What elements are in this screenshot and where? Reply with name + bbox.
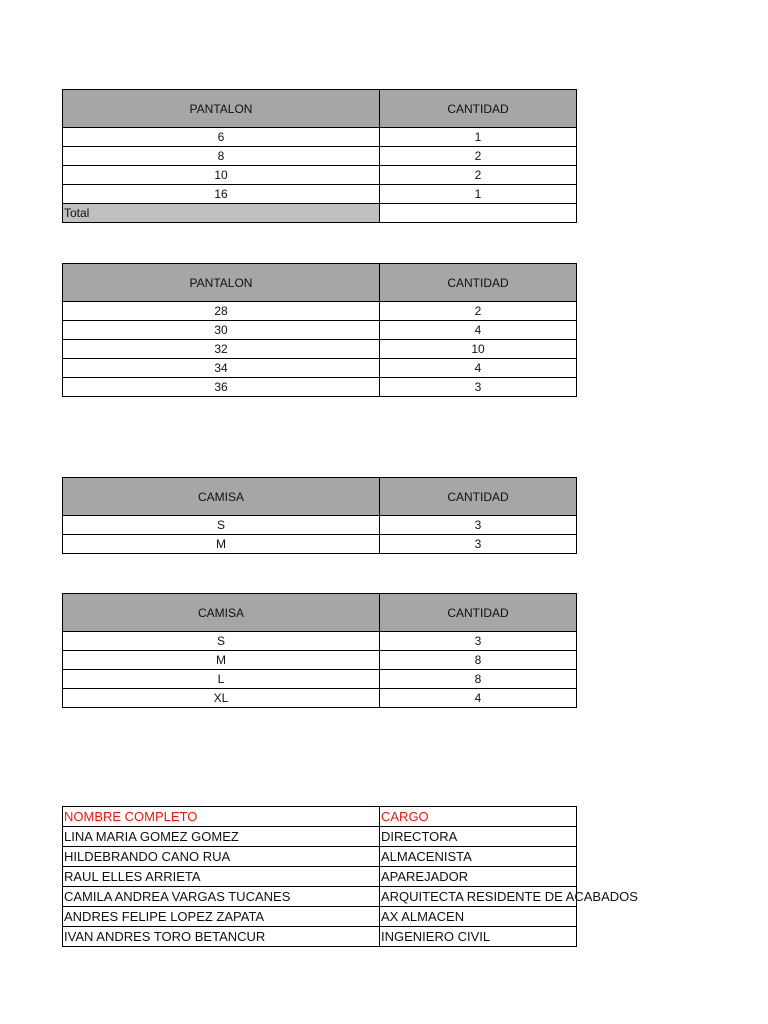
staff-row xyxy=(63,907,577,927)
quantity-cell: 2 xyxy=(380,166,577,185)
staff-row xyxy=(63,827,577,847)
size-cell: S xyxy=(63,516,380,535)
quantity-cell: 4 xyxy=(380,689,577,708)
full-name-cell: HILDEBRANDO CANO RUA xyxy=(63,847,380,867)
pantalon-table-2 xyxy=(62,263,577,397)
size-cell: 28 xyxy=(63,302,380,321)
table-row xyxy=(63,340,577,359)
table-row xyxy=(63,651,577,670)
table-row xyxy=(63,321,577,340)
size-cell: 10 xyxy=(63,166,380,185)
table-row xyxy=(63,535,577,554)
size-cell: 16 xyxy=(63,185,380,204)
size-cell: 36 xyxy=(63,378,380,397)
table-header-row xyxy=(63,478,577,516)
size-cell: 34 xyxy=(63,359,380,378)
total-label: Total xyxy=(63,204,380,223)
role-cell: ALMACENISTA xyxy=(380,847,577,867)
quantity-cell: 8 xyxy=(380,670,577,689)
role-cell: AX ALMACEN xyxy=(380,907,577,927)
full-name-cell: CAMILA ANDREA VARGAS TUCANES xyxy=(63,887,380,907)
header-cell: CANTIDAD xyxy=(380,594,577,632)
header-cell: CAMISA xyxy=(63,594,380,632)
quantity-cell: 4 xyxy=(380,359,577,378)
table-row xyxy=(63,359,577,378)
camisa-table-2 xyxy=(62,593,577,708)
table-row xyxy=(63,516,577,535)
staff-table xyxy=(62,806,638,947)
size-cell: XL xyxy=(63,689,380,708)
pantalon-table-1 xyxy=(62,89,577,223)
table-row xyxy=(63,378,577,397)
quantity-cell: 10 xyxy=(380,340,577,359)
staff-header-row xyxy=(63,807,577,827)
table-row xyxy=(63,302,577,321)
size-cell: 6 xyxy=(63,128,380,147)
total-row xyxy=(63,204,577,223)
header-cell: PANTALON xyxy=(63,264,380,302)
quantity-cell: 2 xyxy=(380,147,577,166)
quantity-cell: 2 xyxy=(380,302,577,321)
table-header-row xyxy=(63,264,577,302)
table-row xyxy=(63,670,577,689)
table-row xyxy=(63,128,577,147)
size-cell: 30 xyxy=(63,321,380,340)
name-header: NOMBRE COMPLETO xyxy=(63,807,380,827)
size-cell: M xyxy=(63,535,380,554)
quantity-cell: 3 xyxy=(380,516,577,535)
role-cell: APAREJADOR xyxy=(380,867,577,887)
quantity-cell: 3 xyxy=(380,632,577,651)
table-row xyxy=(63,185,577,204)
header-cell: CANTIDAD xyxy=(380,478,577,516)
size-cell: M xyxy=(63,651,380,670)
role-cell: DIRECTORA xyxy=(380,827,577,847)
table-row xyxy=(63,632,577,651)
quantity-cell: 3 xyxy=(380,535,577,554)
table-header-row xyxy=(63,90,577,128)
full-name-cell: IVAN ANDRES TORO BETANCUR xyxy=(63,927,380,947)
full-name-cell: LINA MARIA GOMEZ GOMEZ xyxy=(63,827,380,847)
camisa-table-1 xyxy=(62,477,577,554)
role-cell: ARQUITECTA RESIDENTE DE ACABADOS xyxy=(380,887,577,907)
staff-row xyxy=(63,887,577,907)
header-cell: CAMISA xyxy=(63,478,380,516)
quantity-cell: 1 xyxy=(380,185,577,204)
header-cell: CANTIDAD xyxy=(380,264,577,302)
total-value xyxy=(380,204,577,223)
size-cell: 32 xyxy=(63,340,380,359)
quantity-cell: 4 xyxy=(380,321,577,340)
role-cell: INGENIERO CIVIL xyxy=(380,927,577,947)
table-row xyxy=(63,166,577,185)
quantity-cell: 8 xyxy=(380,651,577,670)
table-row xyxy=(63,147,577,166)
table-header-row xyxy=(63,594,577,632)
header-cell: CANTIDAD xyxy=(380,90,577,128)
full-name-cell: ANDRES FELIPE LOPEZ ZAPATA xyxy=(63,907,380,927)
table-row xyxy=(63,689,577,708)
quantity-cell: 3 xyxy=(380,378,577,397)
staff-row xyxy=(63,847,577,867)
full-name-cell: RAUL ELLES ARRIETA xyxy=(63,867,380,887)
size-cell: S xyxy=(63,632,380,651)
quantity-cell: 1 xyxy=(380,128,577,147)
staff-row xyxy=(63,867,577,887)
staff-row xyxy=(63,927,577,947)
role-header: CARGO xyxy=(380,807,577,827)
header-cell: PANTALON xyxy=(63,90,380,128)
size-cell: L xyxy=(63,670,380,689)
size-cell: 8 xyxy=(63,147,380,166)
